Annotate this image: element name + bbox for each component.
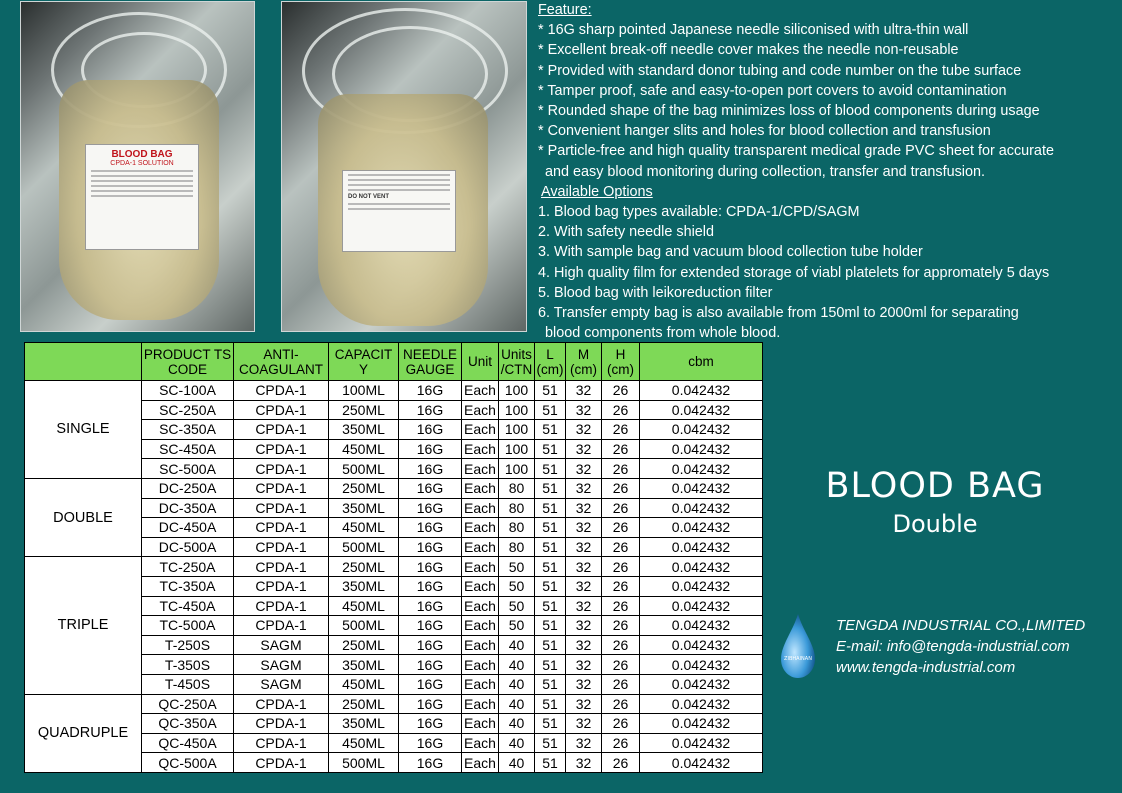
option-item: 6. Transfer empty bag is also available from 150ml to 2000ml for separating (538, 305, 1019, 322)
feature-item: * Provided with standard donor tubing and code number on the tube surface (538, 62, 1022, 79)
table-cell: Each (462, 459, 499, 479)
label-line (91, 195, 193, 197)
table-cell: QC-450A (142, 733, 234, 753)
table-cell: 32 (566, 576, 602, 596)
table-cell: 32 (566, 537, 602, 557)
table-cell: Each (462, 557, 499, 577)
table-cell: 16G (399, 674, 462, 694)
table-cell: 26 (602, 753, 640, 773)
label-line (91, 175, 193, 177)
table-cell: 100 (499, 459, 535, 479)
table-cell: 16G (399, 557, 462, 577)
table-cell: CPDA-1 (234, 596, 329, 616)
table-row (25, 478, 763, 498)
option-item: 1. Blood bag types available: CPDA-1/CPD/SAGM (538, 204, 860, 221)
bag-label-warning: DO NOT VENT (348, 194, 390, 200)
table-cell: 51 (535, 381, 566, 401)
table-cell: SC-450A (142, 439, 234, 459)
table-cell: 51 (535, 439, 566, 459)
title-main: BLOOD BAG (825, 466, 1045, 506)
table-cell: CPDA-1 (234, 439, 329, 459)
table-cell: Each (462, 498, 499, 518)
table-cell: 80 (499, 498, 535, 518)
feature-item: * Tamper proof, safe and easy-to-open port covers to avoid contamination (538, 82, 1007, 99)
table-cell: 350ML (329, 576, 399, 596)
table-cell: 32 (566, 518, 602, 538)
table-cell: 40 (499, 694, 535, 714)
table-cell: 51 (535, 459, 566, 479)
table-cell: Each (462, 420, 499, 440)
table-cell: 100ML (329, 381, 399, 401)
table-cell: 16G (399, 420, 462, 440)
company-email[interactable]: E-mail: info@tengda-industrial.com (836, 638, 1070, 655)
table-cell: 0.042432 (640, 420, 763, 440)
table-cell: 40 (499, 635, 535, 655)
table-cell: Each (462, 655, 499, 675)
table-cell: 500ML (329, 753, 399, 773)
bag-label (85, 144, 199, 250)
table-cell: 32 (566, 459, 602, 479)
table-cell: 40 (499, 733, 535, 753)
table-cell: CPDA-1 (234, 694, 329, 714)
table-cell: 51 (535, 635, 566, 655)
table-cell: QC-350A (142, 714, 234, 734)
table-header-cell: CAPACIT Y (329, 343, 399, 381)
table-cell: 0.042432 (640, 439, 763, 459)
table-cell: 0.042432 (640, 714, 763, 734)
table-cell: TC-250A (142, 557, 234, 577)
table-cell: 32 (566, 714, 602, 734)
table-cell: 0.042432 (640, 596, 763, 616)
table-header-cell (25, 343, 142, 381)
table-cell: 0.042432 (640, 537, 763, 557)
table-cell: Each (462, 596, 499, 616)
table-cell: SAGM (234, 674, 329, 694)
table-cell: 450ML (329, 733, 399, 753)
table-cell: CPDA-1 (234, 459, 329, 479)
table-cell: 32 (566, 655, 602, 675)
table-header-cell: M (cm) (566, 343, 602, 381)
table-cell: SC-350A (142, 420, 234, 440)
table-cell: 50 (499, 557, 535, 577)
group-label: DOUBLE (25, 478, 142, 556)
table-cell: 16G (399, 498, 462, 518)
table-cell: 450ML (329, 439, 399, 459)
table-cell: T-250S (142, 635, 234, 655)
bag-label-subtitle: CPDA-1 SOLUTION (110, 160, 174, 167)
group-label: QUADRUPLE (25, 694, 142, 772)
table-cell: 26 (602, 576, 640, 596)
product-title (780, 466, 1090, 538)
table-cell: 0.042432 (640, 381, 763, 401)
options-heading: Available Options (541, 183, 653, 200)
table-cell: 250ML (329, 478, 399, 498)
table-cell: 51 (535, 694, 566, 714)
table-cell: Each (462, 381, 499, 401)
company-name: TENGDA INDUSTRIAL CO.,LIMITED (836, 617, 1086, 634)
table-cell: 16G (399, 478, 462, 498)
table-cell: Each (462, 400, 499, 420)
table-cell: 50 (499, 576, 535, 596)
table-cell: T-450S (142, 674, 234, 694)
table-cell: DC-250A (142, 478, 234, 498)
table-cell: 26 (602, 616, 640, 636)
option-item: 2. With safety needle shield (538, 224, 714, 241)
table-cell: CPDA-1 (234, 518, 329, 538)
table-header-cell: L (cm) (535, 343, 566, 381)
table-cell: 0.042432 (640, 400, 763, 420)
table-cell: 40 (499, 674, 535, 694)
table-cell: 350ML (329, 420, 399, 440)
table-cell: DC-450A (142, 518, 234, 538)
table-cell: 500ML (329, 537, 399, 557)
label-line (348, 189, 450, 191)
option-item: 4. High quality film for extended storage of viabl platelets for appromately 5 days (538, 264, 1050, 281)
table-header-cell: Unit (462, 343, 499, 381)
table-cell: 0.042432 (640, 478, 763, 498)
feature-item: and easy blood monitoring during collection, transfer and transfusion. (545, 163, 985, 180)
table-cell: 40 (499, 714, 535, 734)
table-cell: 0.042432 (640, 498, 763, 518)
table-cell: 16G (399, 400, 462, 420)
table-cell: SAGM (234, 635, 329, 655)
table-cell: 26 (602, 694, 640, 714)
table-cell: 32 (566, 420, 602, 440)
table-cell: 40 (499, 655, 535, 675)
table-cell: 250ML (329, 400, 399, 420)
table-cell: Each (462, 576, 499, 596)
table-cell: 32 (566, 635, 602, 655)
table-cell: 0.042432 (640, 674, 763, 694)
table-cell: Each (462, 694, 499, 714)
table-cell: CPDA-1 (234, 557, 329, 577)
table-cell: 16G (399, 518, 462, 538)
table-cell: 32 (566, 753, 602, 773)
table-row (25, 381, 763, 401)
option-item: 3. With sample bag and vacuum blood collection tube holder (538, 244, 923, 261)
table-cell: 0.042432 (640, 576, 763, 596)
table-cell: CPDA-1 (234, 733, 329, 753)
table-cell: 16G (399, 576, 462, 596)
table-cell: 16G (399, 753, 462, 773)
label-line (348, 174, 450, 176)
table-cell: SAGM (234, 655, 329, 675)
table-cell: 51 (535, 714, 566, 734)
table-cell: 26 (602, 733, 640, 753)
table-header-cell: PRODUCT TS CODE (142, 343, 234, 381)
table-cell: 100 (499, 400, 535, 420)
table-cell: DC-350A (142, 498, 234, 518)
table-cell: 16G (399, 439, 462, 459)
table-cell: CPDA-1 (234, 420, 329, 440)
table-cell: Each (462, 674, 499, 694)
feature-item: * Rounded shape of the bag minimizes loss of blood components during usage (538, 103, 1040, 120)
table-cell: 32 (566, 694, 602, 714)
table-cell: 0.042432 (640, 694, 763, 714)
table-cell: CPDA-1 (234, 381, 329, 401)
table-cell: 350ML (329, 498, 399, 518)
table-cell: 16G (399, 537, 462, 557)
table-cell: 26 (602, 498, 640, 518)
table-cell: 100 (499, 381, 535, 401)
table-cell: 32 (566, 733, 602, 753)
label-line (91, 185, 193, 187)
table-cell: QC-500A (142, 753, 234, 773)
bag-label-title: BLOOD BAG (111, 149, 173, 160)
feature-item: * Excellent break-off needle cover makes the needle non-reusable (538, 42, 959, 59)
table-cell: 450ML (329, 674, 399, 694)
table-cell: 80 (499, 518, 535, 538)
table-header-row (25, 343, 763, 381)
table-cell: 26 (602, 400, 640, 420)
table-cell: 16G (399, 694, 462, 714)
table-cell: CPDA-1 (234, 714, 329, 734)
table-cell: 0.042432 (640, 557, 763, 577)
table-header-cell: ANTI-COAGULANT (234, 343, 329, 381)
table-cell: SC-250A (142, 400, 234, 420)
table-cell: 80 (499, 478, 535, 498)
table-cell: 26 (602, 459, 640, 479)
table-cell: 32 (566, 498, 602, 518)
table-cell: 350ML (329, 714, 399, 734)
table-cell: 40 (499, 753, 535, 773)
feature-item: * Particle-free and high quality transparent medical grade PVC sheet for accurate (538, 143, 1054, 160)
table-cell: TC-350A (142, 576, 234, 596)
table-header-cell: NEEDLE GAUGE (399, 343, 462, 381)
table-cell: 26 (602, 537, 640, 557)
table-cell: 26 (602, 420, 640, 440)
table-cell: 0.042432 (640, 459, 763, 479)
table-cell: TC-450A (142, 596, 234, 616)
table-cell: Each (462, 518, 499, 538)
label-line (91, 180, 193, 182)
logo-text: ZIBHAINAN (784, 656, 812, 662)
label-line (348, 208, 450, 210)
table-cell: 32 (566, 381, 602, 401)
table-cell: 51 (535, 655, 566, 675)
table-cell: Each (462, 616, 499, 636)
table-cell: 32 (566, 674, 602, 694)
table-row (25, 694, 763, 714)
table-header-cell: Units /CTN (499, 343, 535, 381)
table-body (25, 381, 763, 773)
table-cell: CPDA-1 (234, 400, 329, 420)
feature-heading: Feature: (538, 2, 592, 18)
table-header-cell: H (cm) (602, 343, 640, 381)
table-cell: Each (462, 714, 499, 734)
table-cell: 32 (566, 557, 602, 577)
table-cell: 80 (499, 537, 535, 557)
table-cell: 51 (535, 478, 566, 498)
table-cell: CPDA-1 (234, 753, 329, 773)
table-cell: Each (462, 753, 499, 773)
table-cell: Each (462, 635, 499, 655)
table-cell: 50 (499, 616, 535, 636)
table-cell: 32 (566, 596, 602, 616)
table-cell: 0.042432 (640, 753, 763, 773)
table-cell: 26 (602, 674, 640, 694)
table-cell: 26 (602, 714, 640, 734)
table-cell: 100 (499, 420, 535, 440)
table-cell: 26 (602, 381, 640, 401)
table-cell: 51 (535, 400, 566, 420)
table-cell: 16G (399, 459, 462, 479)
table-cell: 26 (602, 655, 640, 675)
table-cell: 16G (399, 381, 462, 401)
company-website[interactable]: www.tengda-industrial.com (836, 659, 1016, 676)
table-cell: 32 (566, 400, 602, 420)
table-cell: 250ML (329, 557, 399, 577)
table-cell: 500ML (329, 616, 399, 636)
table-cell: 250ML (329, 694, 399, 714)
table-cell: 0.042432 (640, 733, 763, 753)
table-cell: 26 (602, 596, 640, 616)
table-cell: SC-100A (142, 381, 234, 401)
table-cell: 0.042432 (640, 518, 763, 538)
table-cell: 32 (566, 478, 602, 498)
label-line (348, 203, 450, 205)
table-cell: CPDA-1 (234, 537, 329, 557)
table-cell: TC-500A (142, 616, 234, 636)
table-cell: 16G (399, 635, 462, 655)
table-cell: CPDA-1 (234, 498, 329, 518)
company-logo-drop-icon (779, 613, 817, 679)
table-cell: 16G (399, 596, 462, 616)
table-cell: 16G (399, 616, 462, 636)
table-cell: 0.042432 (640, 635, 763, 655)
table-cell: CPDA-1 (234, 478, 329, 498)
table-cell: 51 (535, 674, 566, 694)
table-cell: 51 (535, 576, 566, 596)
label-line (348, 184, 450, 186)
bag-label (342, 170, 456, 252)
table-cell: 51 (535, 596, 566, 616)
table-cell: Each (462, 439, 499, 459)
feature-item: * Convenient hanger slits and holes for blood collection and transfusion (538, 123, 991, 140)
table-cell: 51 (535, 498, 566, 518)
table-cell: 0.042432 (640, 616, 763, 636)
table-cell: 51 (535, 753, 566, 773)
table-cell: 500ML (329, 459, 399, 479)
feature-item: * 16G sharp pointed Japanese needle siliconised with ultra-thin wall (538, 22, 969, 39)
table-cell: CPDA-1 (234, 616, 329, 636)
table-cell: 16G (399, 655, 462, 675)
group-label: TRIPLE (25, 557, 142, 694)
table-cell: 26 (602, 439, 640, 459)
table-cell: 51 (535, 537, 566, 557)
table-cell: Each (462, 733, 499, 753)
group-label: SINGLE (25, 381, 142, 479)
option-item: blood components from whole blood. (545, 325, 781, 342)
product-spec-table (24, 342, 763, 773)
table-cell: 26 (602, 557, 640, 577)
table-cell: T-350S (142, 655, 234, 675)
table-cell: CPDA-1 (234, 576, 329, 596)
table-cell: 51 (535, 557, 566, 577)
label-line (91, 190, 193, 192)
table-cell: SC-500A (142, 459, 234, 479)
table-row (25, 557, 763, 577)
label-line (91, 170, 193, 172)
feature-list (538, 0, 1118, 343)
table-cell: 0.042432 (640, 655, 763, 675)
table-cell: 51 (535, 616, 566, 636)
table-cell: Each (462, 478, 499, 498)
title-sub: Double (892, 510, 978, 538)
table-cell: QC-250A (142, 694, 234, 714)
company-info (836, 615, 1085, 678)
table-cell: 26 (602, 518, 640, 538)
table-cell: 250ML (329, 635, 399, 655)
option-item: 5. Blood bag with leikoreduction filter (538, 284, 773, 301)
product-photo-single-bag (20, 1, 255, 332)
product-photo-back-bag (281, 1, 527, 332)
table-cell: 350ML (329, 655, 399, 675)
table-cell: 26 (602, 635, 640, 655)
table-cell: 50 (499, 596, 535, 616)
table-cell: 51 (535, 420, 566, 440)
table-cell: Each (462, 537, 499, 557)
table-cell: 32 (566, 616, 602, 636)
table-cell: 100 (499, 439, 535, 459)
table-cell: 16G (399, 733, 462, 753)
table-header-cell: cbm (640, 343, 763, 381)
table-cell: 51 (535, 518, 566, 538)
table-cell: 26 (602, 478, 640, 498)
table-cell: 450ML (329, 518, 399, 538)
table-cell: 450ML (329, 596, 399, 616)
label-line (348, 179, 450, 181)
table-cell: 32 (566, 439, 602, 459)
table-cell: 51 (535, 733, 566, 753)
table-cell: 16G (399, 714, 462, 734)
table-cell: DC-500A (142, 537, 234, 557)
